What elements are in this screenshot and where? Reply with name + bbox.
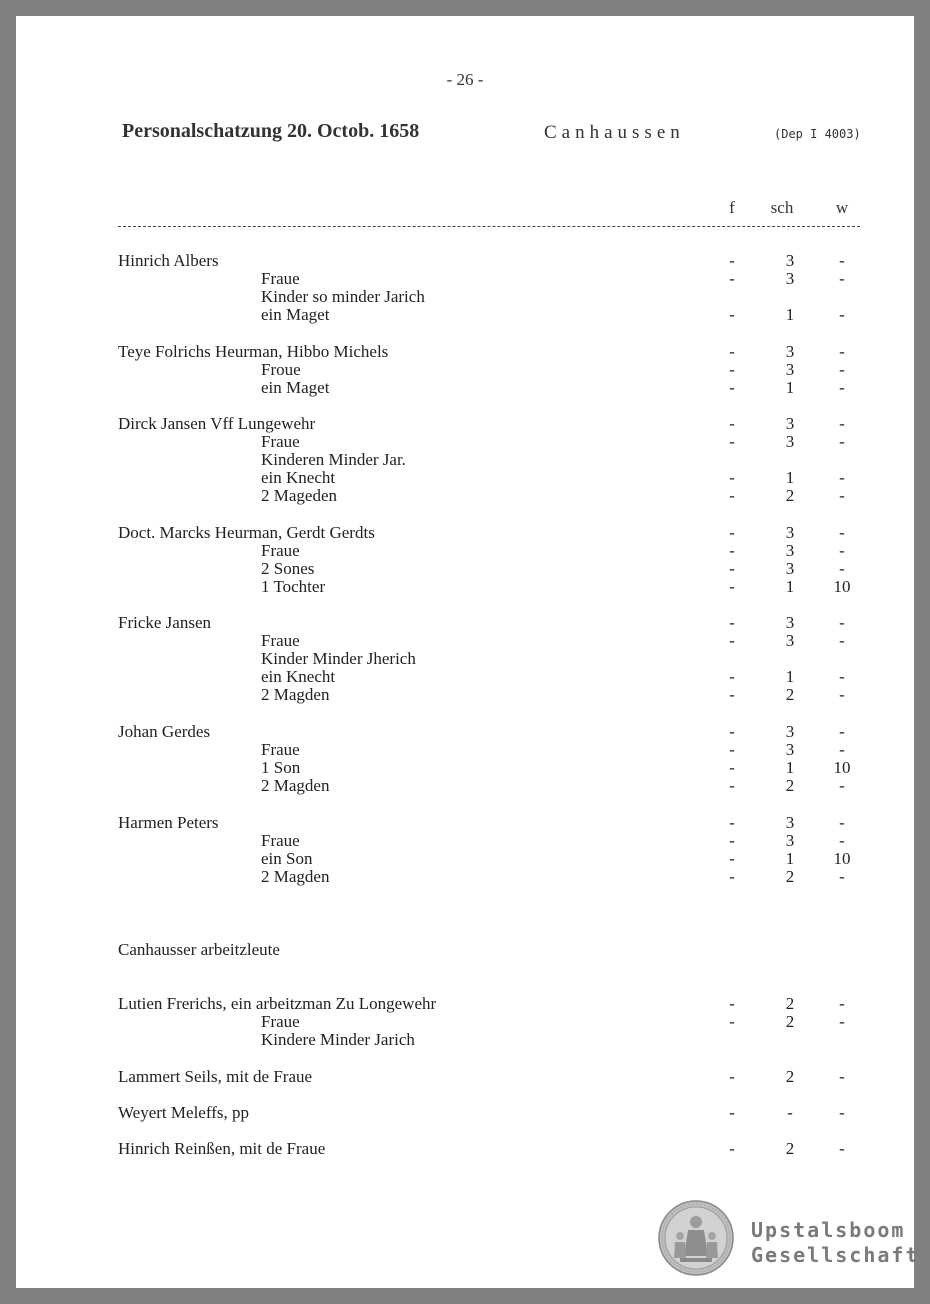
table-row — [16, 1031, 914, 1049]
value-w: - — [839, 831, 845, 850]
value-w: - — [839, 1012, 845, 1031]
row-label: Lammert Seils, mit de Fraue — [118, 1067, 313, 1086]
table-row — [16, 814, 914, 832]
upstalsboom-seal-icon — [658, 1200, 734, 1276]
value-f: - — [729, 867, 735, 886]
value-w: - — [839, 813, 845, 832]
document-title: Personalschatzung 20. Octob. 1658 — [122, 120, 420, 142]
table-row — [16, 560, 914, 578]
value-w: - — [839, 994, 845, 1013]
value-sch: 3 — [785, 360, 795, 379]
value-w: - — [839, 559, 845, 578]
value-f: - — [729, 541, 735, 560]
value-sch: 1 — [785, 378, 795, 397]
value-w: - — [839, 414, 845, 433]
table-row — [16, 270, 914, 288]
value-w: 10 — [833, 577, 851, 596]
table-row — [16, 306, 914, 324]
row-label: 2 Magden — [261, 867, 330, 886]
column-header-sch: sch — [770, 198, 794, 217]
value-sch: 3 — [785, 813, 795, 832]
row-label: Fraue — [261, 432, 300, 451]
value-sch: 3 — [785, 523, 795, 542]
value-sch: 2 — [785, 1139, 795, 1158]
value-f: - — [729, 849, 735, 868]
value-w: - — [839, 631, 845, 650]
row-label: 2 Mageden — [261, 486, 338, 505]
value-sch: 1 — [785, 468, 795, 487]
row-label: ein Son — [261, 849, 313, 868]
row-label: Fraue — [261, 831, 300, 850]
value-f: - — [729, 1012, 735, 1031]
row-label: Fraue — [261, 269, 300, 288]
value-w: - — [839, 1103, 845, 1122]
value-w: - — [839, 740, 845, 759]
table-row — [16, 995, 914, 1013]
row-label: Fricke Jansen — [118, 613, 212, 632]
value-w: - — [839, 685, 845, 704]
value-sch: 2 — [785, 486, 795, 505]
row-label: ein Knecht — [261, 667, 336, 686]
value-f: - — [729, 414, 735, 433]
table-row — [16, 850, 914, 868]
section-title: Canhausser arbeitzleute — [118, 940, 280, 959]
value-f: - — [729, 559, 735, 578]
value-f: - — [729, 378, 735, 397]
value-f: - — [729, 523, 735, 542]
value-f: - — [729, 251, 735, 270]
document-page — [16, 16, 920, 1288]
value-w: - — [839, 486, 845, 505]
table-row — [16, 379, 914, 397]
value-f: - — [729, 758, 735, 777]
row-label: 2 Magden — [261, 776, 330, 795]
value-f: - — [729, 831, 735, 850]
row-label: Johan Gerdes — [118, 722, 211, 741]
value-w: - — [839, 342, 845, 361]
value-sch: 3 — [785, 251, 795, 270]
table-row — [16, 433, 914, 451]
value-sch: 3 — [785, 559, 795, 578]
row-label: 2 Sones — [261, 559, 315, 578]
table-row — [16, 524, 914, 542]
table-row — [16, 1068, 914, 1086]
value-f: - — [729, 1139, 735, 1158]
value-w: - — [839, 776, 845, 795]
value-f: - — [729, 577, 735, 596]
value-f: - — [729, 685, 735, 704]
table-row — [16, 1013, 914, 1031]
table-row — [16, 650, 914, 668]
table-row — [16, 686, 914, 704]
value-sch: 3 — [785, 613, 795, 632]
dashed-divider — [118, 226, 860, 227]
value-f: - — [729, 813, 735, 832]
row-label: Doct. Marcks Heurman, Gerdt Gerdts — [118, 523, 375, 542]
row-label: ein Knecht — [261, 468, 336, 487]
row-label: ein Maget — [261, 378, 330, 397]
value-sch: 3 — [785, 269, 795, 288]
value-w: - — [839, 613, 845, 632]
value-sch: 3 — [785, 541, 795, 560]
archive-reference: (Dep I 4003) — [774, 127, 861, 141]
row-label: Kinderen Minder Jar. — [261, 450, 406, 469]
row-label: Fraue — [261, 631, 300, 650]
row-label: 2 Magden — [261, 685, 330, 704]
place-name: Canhaussen — [544, 122, 685, 143]
value-sch: 2 — [785, 1067, 795, 1086]
row-label: Hinrich Albers — [118, 251, 219, 270]
value-f: - — [729, 740, 735, 759]
column-header-w: w — [835, 198, 849, 217]
value-w: - — [839, 378, 845, 397]
table-row — [16, 614, 914, 632]
value-w: - — [839, 468, 845, 487]
value-sch: 2 — [785, 776, 795, 795]
value-sch: 3 — [785, 342, 795, 361]
row-label: Hinrich Reinßen, mit de Fraue — [118, 1139, 326, 1158]
value-w: - — [839, 523, 845, 542]
table-row — [16, 1140, 914, 1158]
table-row — [16, 777, 914, 795]
value-sch: 1 — [785, 305, 795, 324]
society-name-line1: Upstalsboom — [751, 1218, 906, 1242]
table-row — [16, 632, 914, 650]
value-sch: 2 — [785, 867, 795, 886]
value-w: - — [839, 722, 845, 741]
table-row — [16, 868, 914, 886]
table-row — [16, 469, 914, 487]
row-label: Dirck Jansen Vff Lungewehr — [118, 414, 316, 433]
table-row — [16, 542, 914, 560]
table-row — [16, 578, 914, 596]
value-w: 10 — [833, 758, 851, 777]
society-name-line2: Gesellschaft — [751, 1243, 920, 1267]
table-row — [16, 668, 914, 686]
value-f: - — [729, 305, 735, 324]
value-f: - — [729, 360, 735, 379]
value-f: - — [729, 613, 735, 632]
value-f: - — [729, 776, 735, 795]
row-label: Fraue — [261, 1012, 300, 1031]
value-w: - — [839, 269, 845, 288]
value-sch: 2 — [785, 685, 795, 704]
value-w: 10 — [833, 849, 851, 868]
row-label: Lutien Frerichs, ein arbeitzman Zu Longewehr — [118, 994, 437, 1013]
row-label: Kindere Minder Jarich — [261, 1030, 415, 1049]
table-row — [16, 288, 914, 306]
value-sch: - — [787, 1103, 793, 1122]
value-sch: 3 — [785, 831, 795, 850]
value-sch: 1 — [785, 758, 795, 777]
value-w: - — [839, 1139, 845, 1158]
value-w: - — [839, 1067, 845, 1086]
value-w: - — [839, 867, 845, 886]
row-label: Kinder Minder Jherich — [261, 649, 416, 668]
table-row — [16, 415, 914, 433]
value-f: - — [729, 486, 735, 505]
value-sch: 3 — [785, 432, 795, 451]
value-w: - — [839, 360, 845, 379]
table-row — [16, 723, 914, 741]
value-w: - — [839, 667, 845, 686]
row-label: Fraue — [261, 541, 300, 560]
value-sch: 3 — [785, 631, 795, 650]
value-sch: 3 — [785, 722, 795, 741]
row-label: Kinder so minder Jarich — [261, 287, 425, 306]
value-w: - — [839, 305, 845, 324]
row-label: Froue — [261, 360, 301, 379]
value-w: - — [839, 432, 845, 451]
value-sch: 2 — [785, 994, 795, 1013]
value-f: - — [729, 1103, 735, 1122]
value-sch: 2 — [785, 1012, 795, 1031]
table-row — [16, 741, 914, 759]
value-w: - — [839, 541, 845, 560]
value-f: - — [729, 269, 735, 288]
row-label: 1 Son — [261, 758, 301, 777]
table-row — [16, 1104, 914, 1122]
table-row — [16, 487, 914, 505]
value-sch: 3 — [785, 740, 795, 759]
row-label: Harmen Peters — [118, 813, 219, 832]
value-f: - — [729, 667, 735, 686]
table-row — [16, 759, 914, 777]
row-label: Fraue — [261, 740, 300, 759]
value-sch: 1 — [785, 849, 795, 868]
column-header-f: f — [729, 198, 735, 217]
value-f: - — [729, 631, 735, 650]
value-f: - — [729, 1067, 735, 1086]
row-label: ein Maget — [261, 305, 330, 324]
value-sch: 1 — [785, 577, 795, 596]
value-f: - — [729, 722, 735, 741]
value-f: - — [729, 468, 735, 487]
table-row — [16, 832, 914, 850]
value-sch: 1 — [785, 667, 795, 686]
value-w: - — [839, 251, 845, 270]
value-f: - — [729, 342, 735, 361]
value-f: - — [729, 994, 735, 1013]
row-label: Weyert Meleffs, pp — [118, 1103, 249, 1122]
row-label: 1 Tochter — [261, 577, 326, 596]
table-row — [16, 252, 914, 270]
value-sch: 3 — [785, 414, 795, 433]
table-row — [16, 361, 914, 379]
page-number: - 26 - — [446, 70, 484, 89]
value-f: - — [729, 432, 735, 451]
row-label: Teye Folrichs Heurman, Hibbo Michels — [118, 342, 389, 361]
table-row — [16, 343, 914, 361]
table-row — [16, 451, 914, 469]
